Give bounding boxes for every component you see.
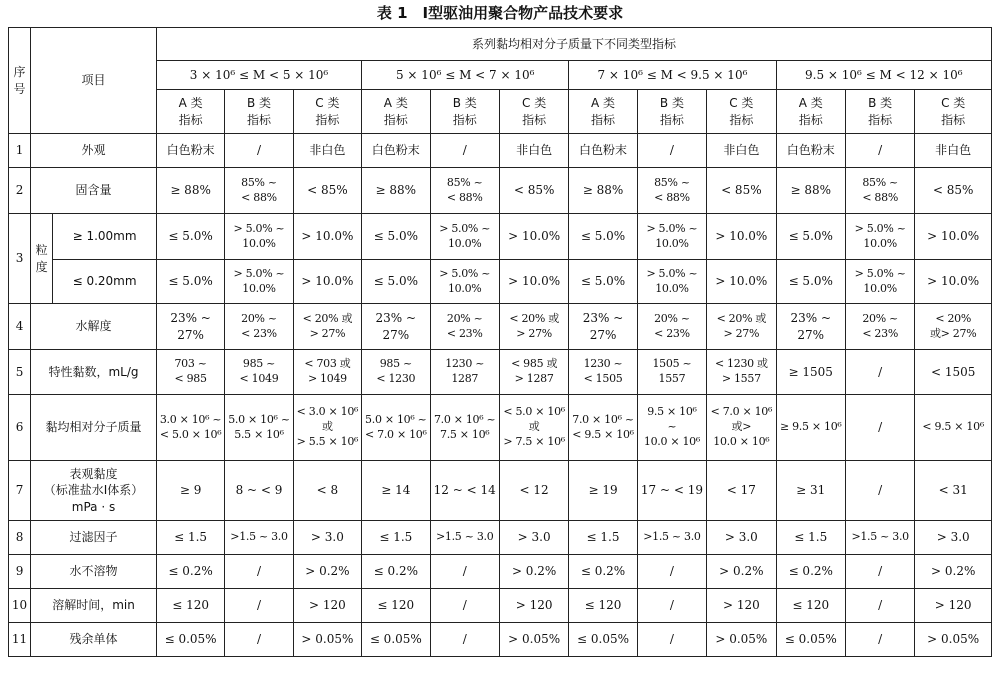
- value-cell: /: [845, 555, 914, 589]
- value-cell: < 1505: [915, 350, 992, 395]
- value-cell: /: [637, 623, 706, 657]
- value-cell: 1230 ~ < 1505: [569, 350, 637, 395]
- value-cell: 703 ~ < 985: [156, 350, 224, 395]
- value-cell: > 120: [915, 589, 992, 623]
- value-cell: > 5.0% ~ 10.0%: [637, 260, 706, 304]
- value-cell: > 0.2%: [499, 555, 568, 589]
- value-cell: /: [637, 589, 706, 623]
- value-cell: 白色粉末: [156, 134, 224, 168]
- header-type-a: A 类 指标: [156, 90, 224, 134]
- value-cell: < 9.5 × 10⁶: [915, 395, 992, 461]
- value-cell: 23% ~ 27%: [776, 304, 845, 350]
- header-type-a: A 类 指标: [569, 90, 637, 134]
- table-row: [9, 623, 992, 657]
- value-cell: /: [845, 350, 914, 395]
- value-cell: 3.0 × 10⁶ ~ < 5.0 × 10⁶: [156, 395, 224, 461]
- value-cell: > 5.0% ~ 10.0%: [845, 214, 914, 260]
- value-cell: 5.0 × 10⁶ ~ < 7.0 × 10⁶: [362, 395, 430, 461]
- value-cell: > 10.0%: [499, 214, 568, 260]
- value-cell: > 3.0: [915, 521, 992, 555]
- value-cell: ≥ 9.5 × 10⁶: [776, 395, 845, 461]
- value-cell: ≤ 120: [569, 589, 637, 623]
- value-cell: ≤ 1.5: [362, 521, 430, 555]
- value-cell: /: [430, 555, 499, 589]
- header-type-c: C 类 指标: [499, 90, 568, 134]
- value-cell: 非白色: [293, 134, 361, 168]
- value-cell: /: [225, 623, 293, 657]
- table-row: [9, 304, 992, 350]
- value-cell: ≤ 0.2%: [569, 555, 637, 589]
- value-cell: 9.5 × 10⁶ ~ 10.0 × 10⁶: [637, 395, 706, 461]
- header-type-a: A 类 指标: [776, 90, 845, 134]
- value-cell: >1.5 ~ 3.0: [430, 521, 499, 555]
- value-cell: > 5.0% ~ 10.0%: [430, 260, 499, 304]
- row-item-label: 表观黏度 （标准盐水Ⅰ体系） mPa · s: [31, 461, 157, 521]
- row-item-label: ≤ 0.20mm: [53, 260, 157, 304]
- value-cell: ≤ 120: [362, 589, 430, 623]
- value-cell: < 17: [707, 461, 776, 521]
- value-cell: > 10.0%: [293, 214, 361, 260]
- value-cell: 20% ~ < 23%: [225, 304, 293, 350]
- header-type-b: B 类 指标: [225, 90, 293, 134]
- value-cell: > 0.05%: [707, 623, 776, 657]
- value-cell: ≤ 1.5: [776, 521, 845, 555]
- value-cell: > 0.05%: [293, 623, 361, 657]
- header-group-title: 系列黏均相对分子质量下不同类型指标: [156, 28, 991, 61]
- value-cell: 17 ~ < 19: [637, 461, 706, 521]
- table-caption: 表 1 Ⅰ型驱油用聚合物产品技术要求: [376, 4, 624, 22]
- value-cell: ≥ 14: [362, 461, 430, 521]
- value-cell: 7.0 × 10⁶ ~ < 9.5 × 10⁶: [569, 395, 637, 461]
- value-cell: 12 ~ < 14: [430, 461, 499, 521]
- value-cell: 85% ~ < 88%: [225, 168, 293, 214]
- value-cell: < 5.0 × 10⁶ 或 > 7.5 × 10⁶: [499, 395, 568, 461]
- value-cell: >1.5 ~ 3.0: [225, 521, 293, 555]
- header-type-c: C 类 指标: [915, 90, 992, 134]
- value-cell: ≤ 5.0%: [776, 214, 845, 260]
- header-item: 项目: [31, 28, 157, 134]
- value-cell: ≥ 88%: [362, 168, 430, 214]
- value-cell: > 0.05%: [915, 623, 992, 657]
- value-cell: 23% ~ 27%: [156, 304, 224, 350]
- value-cell: < 1230 或 > 1557: [707, 350, 776, 395]
- value-cell: > 5.0% ~ 10.0%: [845, 260, 914, 304]
- table-row: [9, 350, 992, 395]
- value-cell: < 20% 或 > 27%: [707, 304, 776, 350]
- table-row: [9, 461, 992, 521]
- value-cell: > 10.0%: [293, 260, 361, 304]
- row-number: 3: [9, 214, 31, 304]
- value-cell: > 3.0: [293, 521, 361, 555]
- value-cell: /: [845, 134, 914, 168]
- value-cell: 985 ~ < 1230: [362, 350, 430, 395]
- value-cell: ≤ 120: [156, 589, 224, 623]
- value-cell: ≤ 5.0%: [776, 260, 845, 304]
- value-cell: < 85%: [499, 168, 568, 214]
- value-cell: /: [430, 623, 499, 657]
- value-cell: 20% ~ < 23%: [637, 304, 706, 350]
- value-cell: 5.0 × 10⁶ ~ 5.5 × 10⁶: [225, 395, 293, 461]
- header-type-a: A 类 指标: [362, 90, 430, 134]
- row-number: 4: [9, 304, 31, 350]
- value-cell: < 12: [499, 461, 568, 521]
- row-number: 9: [9, 555, 31, 589]
- row-item-label: 外观: [31, 134, 157, 168]
- value-cell: ≤ 0.05%: [569, 623, 637, 657]
- value-cell: > 0.2%: [915, 555, 992, 589]
- value-cell: ≤ 0.2%: [776, 555, 845, 589]
- row-number: 2: [9, 168, 31, 214]
- value-cell: > 120: [707, 589, 776, 623]
- value-cell: /: [430, 134, 499, 168]
- row-number: 11: [9, 623, 31, 657]
- value-cell: 非白色: [915, 134, 992, 168]
- value-cell: ≤ 5.0%: [362, 260, 430, 304]
- value-cell: > 0.2%: [707, 555, 776, 589]
- value-cell: ≥ 88%: [776, 168, 845, 214]
- value-cell: < 8: [293, 461, 361, 521]
- header-type-b: B 类 指标: [637, 90, 706, 134]
- value-cell: 85% ~ < 88%: [845, 168, 914, 214]
- value-cell: < 85%: [707, 168, 776, 214]
- header-range: 3 × 10⁶ ≤ M < 5 × 10⁶: [156, 61, 361, 90]
- header-type-b: B 类 指标: [845, 90, 914, 134]
- value-cell: >1.5 ~ 3.0: [637, 521, 706, 555]
- row-number: 7: [9, 461, 31, 521]
- value-cell: ≤ 120: [776, 589, 845, 623]
- value-cell: 白色粉末: [362, 134, 430, 168]
- value-cell: ≤ 0.05%: [776, 623, 845, 657]
- table-row: [9, 168, 992, 214]
- value-cell: /: [637, 134, 706, 168]
- header-range: 7 × 10⁶ ≤ M < 9.5 × 10⁶: [569, 61, 776, 90]
- value-cell: ≥ 1505: [776, 350, 845, 395]
- row-number: 5: [9, 350, 31, 395]
- row-item-label: 残余单体: [31, 623, 157, 657]
- value-cell: 白色粉末: [776, 134, 845, 168]
- header-seq: 序 号: [9, 28, 31, 134]
- value-cell: < 85%: [293, 168, 361, 214]
- value-cell: > 5.0% ~ 10.0%: [225, 214, 293, 260]
- row-number: 1: [9, 134, 31, 168]
- value-cell: > 10.0%: [707, 260, 776, 304]
- header-type-c: C 类 指标: [293, 90, 361, 134]
- row-item-label: ≥ 1.00mm: [53, 214, 157, 260]
- value-cell: ≤ 5.0%: [156, 214, 224, 260]
- value-cell: /: [430, 589, 499, 623]
- value-cell: ≤ 5.0%: [569, 214, 637, 260]
- value-cell: ≥ 88%: [156, 168, 224, 214]
- table-row: [9, 555, 992, 589]
- value-cell: ≤ 5.0%: [362, 214, 430, 260]
- value-cell: < 20% 或 > 27%: [499, 304, 568, 350]
- row-item-label: 特性黏数，mL/g: [31, 350, 157, 395]
- value-cell: > 10.0%: [707, 214, 776, 260]
- value-cell: > 10.0%: [915, 214, 992, 260]
- table-row: [9, 134, 992, 168]
- value-cell: /: [845, 623, 914, 657]
- value-cell: ≥ 31: [776, 461, 845, 521]
- value-cell: ≥ 9: [156, 461, 224, 521]
- value-cell: ≤ 1.5: [156, 521, 224, 555]
- value-cell: > 120: [499, 589, 568, 623]
- value-cell: > 0.05%: [499, 623, 568, 657]
- value-cell: > 10.0%: [499, 260, 568, 304]
- row-number: 6: [9, 395, 31, 461]
- value-cell: 20% ~ < 23%: [430, 304, 499, 350]
- value-cell: 85% ~ < 88%: [637, 168, 706, 214]
- value-cell: >1.5 ~ 3.0: [845, 521, 914, 555]
- value-cell: ≤ 0.05%: [362, 623, 430, 657]
- table-row: [9, 589, 992, 623]
- value-cell: > 5.0% ~ 10.0%: [637, 214, 706, 260]
- row-item-label: 黏均相对分子质量: [31, 395, 157, 461]
- header-range: 5 × 10⁶ ≤ M < 7 × 10⁶: [362, 61, 569, 90]
- value-cell: ≤ 5.0%: [156, 260, 224, 304]
- value-cell: < 985 或 > 1287: [499, 350, 568, 395]
- value-cell: 23% ~ 27%: [362, 304, 430, 350]
- header-range: 9.5 × 10⁶ ≤ M < 12 × 10⁶: [776, 61, 991, 90]
- value-cell: > 3.0: [707, 521, 776, 555]
- table-row: [9, 260, 992, 304]
- header-type-b: B 类 指标: [430, 90, 499, 134]
- spec-table: [8, 27, 992, 657]
- value-cell: < 20% 或 > 27%: [293, 304, 361, 350]
- value-cell: 985 ~ < 1049: [225, 350, 293, 395]
- row-item-label: 水解度: [31, 304, 157, 350]
- value-cell: ≥ 88%: [569, 168, 637, 214]
- value-cell: 1505 ~ 1557: [637, 350, 706, 395]
- header-type-c: C 类 指标: [707, 90, 776, 134]
- value-cell: 非白色: [499, 134, 568, 168]
- value-cell: 8 ~ < 9: [225, 461, 293, 521]
- value-cell: > 5.0% ~ 10.0%: [430, 214, 499, 260]
- value-cell: /: [845, 461, 914, 521]
- row-item-label: 水不溶物: [31, 555, 157, 589]
- value-cell: /: [225, 134, 293, 168]
- value-cell: > 120: [293, 589, 361, 623]
- value-cell: < 703 或 > 1049: [293, 350, 361, 395]
- value-cell: > 5.0% ~ 10.0%: [225, 260, 293, 304]
- value-cell: /: [225, 589, 293, 623]
- value-cell: ≤ 0.2%: [362, 555, 430, 589]
- value-cell: ≤ 1.5: [569, 521, 637, 555]
- table-row: [9, 214, 992, 260]
- value-cell: 非白色: [707, 134, 776, 168]
- value-cell: > 10.0%: [915, 260, 992, 304]
- row-group-label: 粒 度: [31, 214, 53, 304]
- value-cell: ≥ 19: [569, 461, 637, 521]
- row-number: 10: [9, 589, 31, 623]
- value-cell: /: [637, 555, 706, 589]
- row-item-label: 固含量: [31, 168, 157, 214]
- table-row: [9, 521, 992, 555]
- value-cell: 85% ~ < 88%: [430, 168, 499, 214]
- value-cell: < 3.0 × 10⁶ 或 > 5.5 × 10⁶: [293, 395, 361, 461]
- value-cell: /: [225, 555, 293, 589]
- value-cell: < 85%: [915, 168, 992, 214]
- value-cell: 7.0 × 10⁶ ~ 7.5 × 10⁶: [430, 395, 499, 461]
- value-cell: ≤ 0.2%: [156, 555, 224, 589]
- row-number: 8: [9, 521, 31, 555]
- value-cell: 23% ~ 27%: [569, 304, 637, 350]
- value-cell: 白色粉末: [569, 134, 637, 168]
- row-item-label: 溶解时间，min: [31, 589, 157, 623]
- value-cell: ≤ 0.05%: [156, 623, 224, 657]
- value-cell: 20% ~ < 23%: [845, 304, 914, 350]
- value-cell: /: [845, 589, 914, 623]
- value-cell: > 0.2%: [293, 555, 361, 589]
- value-cell: ≤ 5.0%: [569, 260, 637, 304]
- value-cell: 1230 ~ 1287: [430, 350, 499, 395]
- table-row: [9, 395, 992, 461]
- value-cell: < 7.0 × 10⁶ 或> 10.0 × 10⁶: [707, 395, 776, 461]
- value-cell: > 3.0: [499, 521, 568, 555]
- value-cell: < 31: [915, 461, 992, 521]
- value-cell: /: [845, 395, 914, 461]
- row-item-label: 过滤因子: [31, 521, 157, 555]
- value-cell: < 20% 或> 27%: [915, 304, 992, 350]
